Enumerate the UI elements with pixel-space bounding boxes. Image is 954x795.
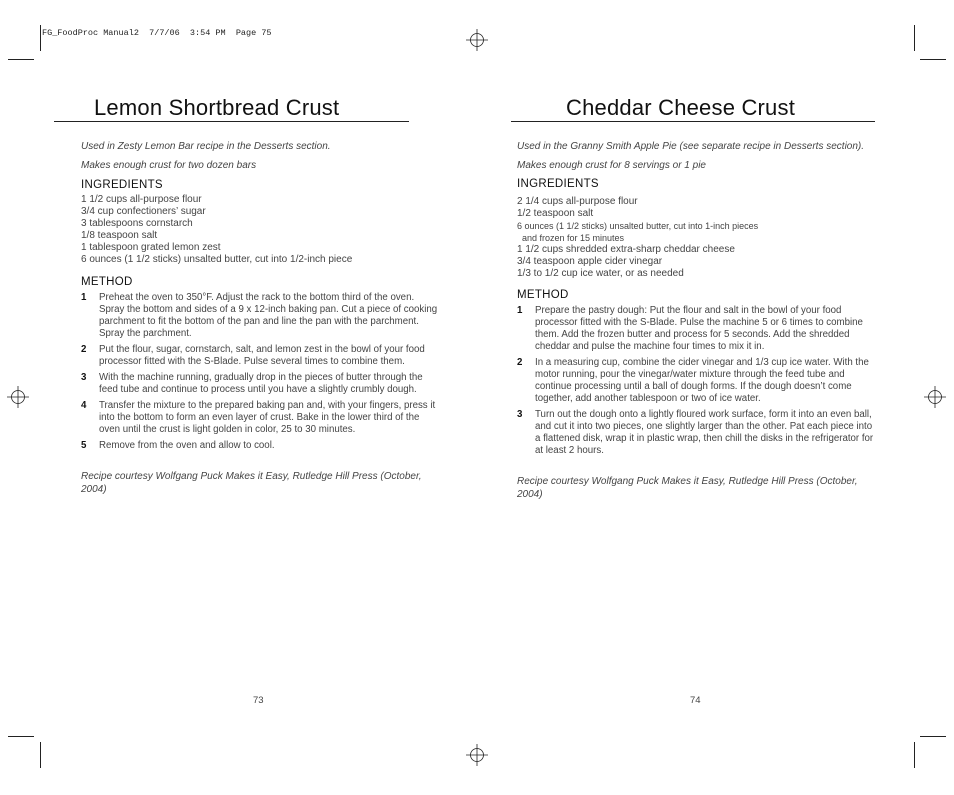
step-text: With the machine running, gradually drop in the pieces of butter through the feed tube and continue to process until you have a slightly crumbly dough. [99, 372, 423, 395]
recipe-credit: Recipe courtesy Wolfgang Puck Makes it Easy, Rutledge Hill Press (October, 2004) [81, 471, 422, 495]
list-item: 1/3 to 1/2 cup ice water, or as needed [517, 268, 684, 279]
list-item: 1 1/2 cups all-purpose flour [81, 194, 202, 205]
page-number: 73 [253, 695, 264, 706]
recipe-title: Lemon Shortbread Crust [54, 95, 409, 122]
page-number: 74 [690, 695, 701, 706]
registration-mark-icon [466, 744, 488, 766]
crop-mark [920, 59, 946, 60]
step-text: Transfer the mixture to the prepared baking pan and, with your fingers, press it into the bottom to form an even layer of crust. Bake in the lower third of the oven until the crust is light golden in color, 25 to 30 minutes. [99, 400, 436, 435]
right-page [517, 95, 875, 501]
step-text: Prepare the pastry dough: Put the flour and salt in the bowl of your food processor fitted with the S-Blade. Pulse the machine 5 or 6 times to combine them. Add the frozen butter and process for 5 seconds. Add the shredded cheddar and pulse the machine four times to mix it in. [535, 305, 863, 352]
list-item [517, 357, 875, 405]
step-number: 1 [81, 292, 87, 303]
list-item: 6 ounces (1 1/2 sticks) unsalted butter, cut into 1/2-inch piece [81, 254, 353, 265]
method-heading: METHOD [81, 276, 133, 288]
ingredients-list [81, 194, 439, 266]
list-item: 3/4 cup confectioners’ sugar [81, 206, 206, 217]
crop-mark [40, 742, 41, 768]
ingredients-heading: INGREDIENTS [517, 178, 599, 190]
list-item: 1/8 teaspoon salt [81, 230, 158, 241]
step-text: Preheat the oven to 350°F. Adjust the rack to the bottom third of the oven. Spray the bottom and sides of a 9 x 12-inch baking pan. Cut a piece of cooking parchment to fit the bottom of the pan and line the pan with the parchment. Spray the parchment. [99, 292, 438, 339]
recipe-intro: Used in Zesty Lemon Bar recipe in the Desserts section. [81, 141, 331, 152]
step-number: 1 [517, 305, 523, 316]
list-item: 1 1/2 cups shredded extra-sharp cheddar cheese [517, 244, 735, 255]
crop-mark [8, 736, 34, 737]
crop-mark [920, 736, 946, 737]
step-text: In a measuring cup, combine the cider vinegar and 1/3 cup ice water. With the motor running, pour the vinegar/water mixture through the feed tube and continue processing until a ball of dough forms. If the dough doesn’t come together, add another tablespoon or two of ice water. [535, 357, 869, 404]
list-item [81, 292, 439, 340]
recipe-yield: Makes enough crust for 8 servings or 1 pie [517, 160, 706, 171]
registration-mark-icon [7, 386, 29, 408]
step-text: Turn out the dough onto a lightly floured work surface, form it into an even ball, and cut it into two pieces, one slightly larger than the other. Pat each piece into a flattened disk, wrap it in plastic wrap, then chill the disks in the refrigerator for at least 2 hours. [535, 409, 874, 456]
crop-mark [914, 742, 915, 768]
registration-mark-icon [924, 386, 946, 408]
step-text: Remove from the oven and allow to cool. [99, 440, 275, 451]
crop-mark [40, 25, 41, 51]
registration-mark-icon [466, 29, 488, 51]
list-item: 3/4 teaspoon apple cider vinegar [517, 256, 663, 267]
recipe-title: Cheddar Cheese Crust [511, 95, 875, 122]
step-number: 2 [81, 344, 87, 355]
step-number: 2 [517, 357, 523, 368]
step-number: 3 [517, 409, 523, 420]
left-page [81, 95, 439, 496]
list-item [81, 344, 439, 368]
ingredients-heading: INGREDIENTS [81, 179, 163, 191]
crop-mark [8, 59, 34, 60]
list-item [517, 305, 875, 353]
step-number: 3 [81, 372, 87, 383]
list-item: 2 1/4 cups all-purpose flour [517, 196, 638, 207]
print-slug: FG_FoodProc Manual2 7/7/06 3:54 PM Page 75 [42, 28, 272, 38]
method-steps [517, 305, 875, 457]
recipe-intro: Used in the Granny Smith Apple Pie (see separate recipe in Desserts section). [517, 141, 865, 152]
recipe-yield: Makes enough crust for two dozen bars [81, 160, 257, 171]
list-item [81, 372, 439, 396]
list-item: 3 tablespoons cornstarch [81, 218, 193, 229]
list-item [81, 400, 439, 436]
list-item: and frozen for 15 minutes [517, 233, 625, 243]
list-item [81, 440, 439, 452]
list-item [517, 409, 875, 457]
crop-mark [914, 25, 915, 51]
step-text: Put the flour, sugar, cornstarch, salt, and lemon zest in the bowl of your food processor fitted with the S-Blade. Pulse several times to combine them. [99, 344, 425, 367]
method-steps [81, 292, 439, 452]
step-number: 5 [81, 440, 87, 451]
list-item: 6 ounces (1 1/2 sticks) unsalted butter, cut into 1-inch pieces [517, 221, 759, 231]
method-heading: METHOD [517, 289, 569, 301]
list-item: 1/2 teaspoon salt [517, 208, 594, 219]
list-item: 1 tablespoon grated lemon zest [81, 242, 221, 253]
step-number: 4 [81, 400, 87, 411]
recipe-credit: Recipe courtesy Wolfgang Puck Makes it Easy, Rutledge Hill Press (October, 2004) [517, 476, 858, 500]
ingredients-list [517, 196, 875, 280]
